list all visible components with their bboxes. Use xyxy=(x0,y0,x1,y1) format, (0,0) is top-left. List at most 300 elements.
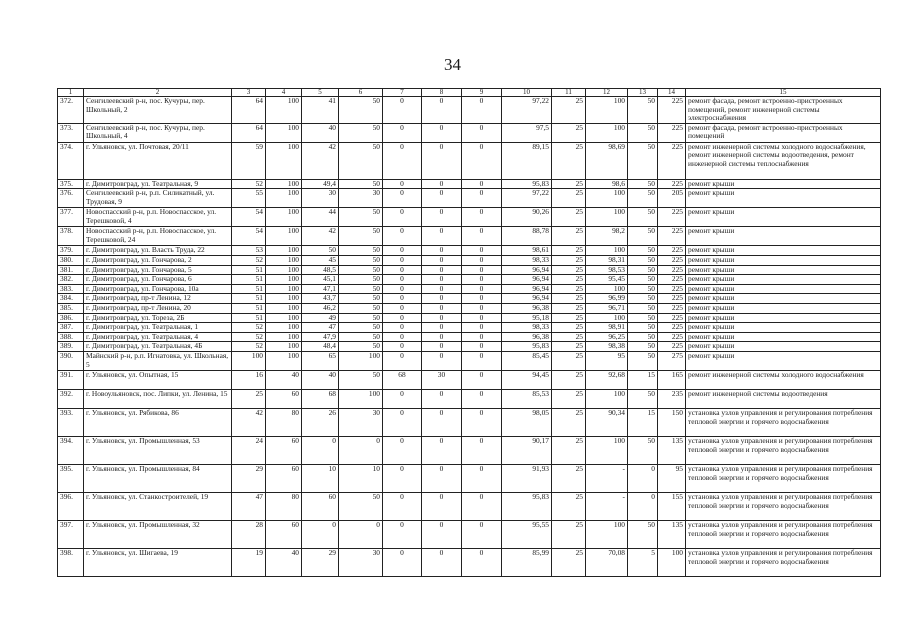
table-cell: 0 xyxy=(422,464,462,492)
table-cell: 0 xyxy=(383,246,422,256)
table-cell: 29 xyxy=(232,464,266,492)
table-cell: 90,34 xyxy=(586,408,628,436)
data-table xyxy=(57,88,881,577)
work-description-cell: ремонт крыши xyxy=(686,265,881,275)
column-header: 14 xyxy=(658,89,686,97)
table-cell: 0 xyxy=(422,436,462,464)
table-cell: 100 xyxy=(586,436,628,464)
row-number-cell: 384. xyxy=(58,294,84,304)
table-cell: 100 xyxy=(586,246,628,256)
table-cell: 275 xyxy=(658,351,686,370)
table-cell: 100 xyxy=(586,97,628,124)
table-cell: 225 xyxy=(658,332,686,342)
work-description-cell: ремонт инженерной системы холодного водоснабжения, ремонт инженерной системы водоотведения, ремонт инженерной системы теплоснабжения xyxy=(686,142,881,179)
table-cell: 0 xyxy=(383,275,422,285)
table-cell: 95,55 xyxy=(502,520,552,548)
table-cell: 95 xyxy=(658,464,686,492)
table-cell: 0 xyxy=(422,342,462,352)
table-cell: 25 xyxy=(552,265,586,275)
table-cell: 25 xyxy=(552,123,586,142)
table-cell: 0 xyxy=(383,408,422,436)
table-cell: 25 xyxy=(552,246,586,256)
table-cell: 0 xyxy=(462,408,502,436)
table-cell: 48,5 xyxy=(302,265,339,275)
table-cell: 25 xyxy=(552,189,586,208)
table-cell: 15 xyxy=(628,370,658,389)
address-cell: г. Димитровград, ул. Власть Труда, 22 xyxy=(84,246,232,256)
table-cell: 0 xyxy=(462,208,502,227)
table-cell: 50 xyxy=(339,275,383,285)
table-cell: 97,22 xyxy=(502,189,552,208)
table-cell: 100 xyxy=(586,284,628,294)
table-row xyxy=(58,179,881,189)
table-cell: 100 xyxy=(266,342,302,352)
row-number-cell: 380. xyxy=(58,255,84,265)
table-cell: 98,61 xyxy=(502,246,552,256)
table-cell: 100 xyxy=(266,227,302,246)
address-cell: Майнский р-н, р.п. Игнатовка, ул. Школьная, 5 xyxy=(84,351,232,370)
table-cell: 0 xyxy=(462,294,502,304)
work-description-cell: ремонт крыши xyxy=(686,246,881,256)
table-cell: 45 xyxy=(302,255,339,265)
table-cell: 100 xyxy=(266,303,302,313)
work-description-cell: ремонт крыши xyxy=(686,332,881,342)
table-cell: 50 xyxy=(339,294,383,304)
address-cell: Сенгилеевский р-н, пос. Кучуры, пер. Школьный, 4 xyxy=(84,123,232,142)
table-cell: 25 xyxy=(552,313,586,323)
table-cell: 0 xyxy=(462,332,502,342)
table-cell: 98,53 xyxy=(586,265,628,275)
table-cell: 0 xyxy=(383,142,422,179)
address-cell: г. Димитровград, ул. Гончарова, 6 xyxy=(84,275,232,285)
table-cell: 50 xyxy=(628,436,658,464)
table-cell: 25 xyxy=(552,342,586,352)
table-cell: 96,94 xyxy=(502,275,552,285)
table-cell: 225 xyxy=(658,179,686,189)
table-cell: 95 xyxy=(586,351,628,370)
table-cell: 0 xyxy=(422,246,462,256)
table-row xyxy=(58,370,881,389)
table-cell: 0 xyxy=(422,227,462,246)
table-cell: 95,45 xyxy=(586,275,628,285)
table-row xyxy=(58,265,881,275)
table-cell: 98,2 xyxy=(586,227,628,246)
work-description-cell: установка узлов управления и регулирования потребления тепловой энергии и горячего водоснабжения xyxy=(686,492,881,520)
table-cell: 25 xyxy=(552,520,586,548)
table-cell: 49,4 xyxy=(302,179,339,189)
table-cell: 88,78 xyxy=(502,227,552,246)
address-cell: г. Ульяновск, ул. Шигаева, 19 xyxy=(84,548,232,576)
row-number-cell: 387. xyxy=(58,323,84,333)
table-cell: 96,38 xyxy=(502,303,552,313)
work-description-cell: ремонт крыши xyxy=(686,351,881,370)
table-cell: 100 xyxy=(266,313,302,323)
column-header: 12 xyxy=(586,89,628,97)
table-cell: 50 xyxy=(339,323,383,333)
table-cell: 225 xyxy=(658,246,686,256)
column-header: 6 xyxy=(339,89,383,97)
table-cell: 98,6 xyxy=(586,179,628,189)
table-cell: 91,93 xyxy=(502,464,552,492)
table-cell: 95,83 xyxy=(502,492,552,520)
table-cell: 225 xyxy=(658,323,686,333)
table-cell: 0 xyxy=(462,246,502,256)
table-cell: 0 xyxy=(422,389,462,408)
table-cell: 25 xyxy=(552,389,586,408)
table-row xyxy=(58,246,881,256)
table-cell: 0 xyxy=(383,492,422,520)
table-cell: 52 xyxy=(232,323,266,333)
work-description-cell: ремонт инженерной системы холодного водоснабжения xyxy=(686,370,881,389)
table-cell: 60 xyxy=(266,464,302,492)
table-cell: 95,83 xyxy=(502,342,552,352)
table-cell: 0 xyxy=(422,265,462,275)
row-number-cell: 373. xyxy=(58,123,84,142)
table-cell: 0 xyxy=(628,492,658,520)
table-cell: 225 xyxy=(658,313,686,323)
table-cell: 95,83 xyxy=(502,179,552,189)
table-cell: 225 xyxy=(658,255,686,265)
table-cell: 49 xyxy=(302,313,339,323)
table-cell: 0 xyxy=(422,123,462,142)
work-description-cell: ремонт инженерной системы водоотведения xyxy=(686,389,881,408)
column-header: 7 xyxy=(383,89,422,97)
table-row xyxy=(58,464,881,492)
table-cell: 50 xyxy=(628,342,658,352)
table-cell: - xyxy=(586,492,628,520)
table-cell: 100 xyxy=(266,255,302,265)
work-description-cell: ремонт фасада, ремонт встроенно-пристроенных помещений xyxy=(686,123,881,142)
row-number-cell: 386. xyxy=(58,313,84,323)
table-cell: 25 xyxy=(552,227,586,246)
table-cell: 50 xyxy=(628,179,658,189)
table-cell: 54 xyxy=(232,208,266,227)
table-cell: 0 xyxy=(383,189,422,208)
table-cell: 0 xyxy=(422,303,462,313)
table-cell: 25 xyxy=(552,284,586,294)
table-cell: 50 xyxy=(339,492,383,520)
table-cell: 25 xyxy=(552,323,586,333)
table-cell: 100 xyxy=(266,208,302,227)
table-cell: 0 xyxy=(462,303,502,313)
table-cell: 0 xyxy=(462,265,502,275)
work-description-cell: ремонт крыши xyxy=(686,179,881,189)
table-cell: 205 xyxy=(658,189,686,208)
table-cell: 40 xyxy=(302,123,339,142)
table-cell: 50 xyxy=(302,246,339,256)
table-cell: 100 xyxy=(658,548,686,576)
table-row xyxy=(58,520,881,548)
table-cell: 40 xyxy=(266,548,302,576)
table-cell: 51 xyxy=(232,284,266,294)
address-cell: г. Димитровград, ул. Театральная, 4Б xyxy=(84,342,232,352)
column-header: 4 xyxy=(266,89,302,97)
row-number-cell: 378. xyxy=(58,227,84,246)
table-cell: 50 xyxy=(628,246,658,256)
table-cell: 225 xyxy=(658,227,686,246)
table-cell: 97,22 xyxy=(502,97,552,124)
table-cell: 98,05 xyxy=(502,408,552,436)
address-cell: г. Димитровград, ул. Гончарова, 10а xyxy=(84,284,232,294)
table-cell: 0 xyxy=(422,255,462,265)
table-cell: 100 xyxy=(266,275,302,285)
table-cell: 0 xyxy=(462,370,502,389)
address-cell: г. Димитровград, ул. Театральная, 9 xyxy=(84,179,232,189)
table-cell: 0 xyxy=(302,520,339,548)
table-cell: 0 xyxy=(383,255,422,265)
table-cell: 50 xyxy=(339,284,383,294)
table-cell: 96,99 xyxy=(586,294,628,304)
row-number-cell: 393. xyxy=(58,408,84,436)
work-description-cell: ремонт крыши xyxy=(686,189,881,208)
table-cell: 25 xyxy=(552,275,586,285)
table-cell: 25 xyxy=(552,436,586,464)
table-cell: 94,45 xyxy=(502,370,552,389)
table-cell: 100 xyxy=(586,520,628,548)
table-cell: 100 xyxy=(266,246,302,256)
table-cell: 0 xyxy=(462,227,502,246)
table-cell: 70,08 xyxy=(586,548,628,576)
work-description-cell: ремонт фасада, ремонт встроенно-пристроенных помещений, ремонт инженерной системы электроснабжения xyxy=(686,97,881,124)
table-cell: 96,25 xyxy=(586,332,628,342)
table-cell: 0 xyxy=(462,123,502,142)
table-cell: 85,53 xyxy=(502,389,552,408)
table-cell: 25 xyxy=(552,370,586,389)
table-cell: 10 xyxy=(339,464,383,492)
table-cell: 100 xyxy=(339,389,383,408)
table-cell: 24 xyxy=(232,436,266,464)
table-cell: 0 xyxy=(383,436,422,464)
table-cell: 59 xyxy=(232,142,266,179)
table-cell: 30 xyxy=(339,189,383,208)
table-cell: 96,94 xyxy=(502,265,552,275)
address-cell: г. Новоульяновск, пос. Липки, ул. Ленина, 15 xyxy=(84,389,232,408)
table-cell: 19 xyxy=(232,548,266,576)
table-cell: 100 xyxy=(266,123,302,142)
row-number-cell: 377. xyxy=(58,208,84,227)
table-cell: 50 xyxy=(628,520,658,548)
work-description-cell: установка узлов управления и регулирования потребления тепловой энергии и горячего водоснабжения xyxy=(686,548,881,576)
column-header: 15 xyxy=(686,89,881,97)
table-cell: 0 xyxy=(422,208,462,227)
table-cell: 50 xyxy=(339,370,383,389)
table-cell: 50 xyxy=(628,389,658,408)
table-cell: 55 xyxy=(232,189,266,208)
row-number-cell: 388. xyxy=(58,332,84,342)
table-cell: 50 xyxy=(628,313,658,323)
table-cell: 0 xyxy=(383,313,422,323)
table-cell: 100 xyxy=(339,351,383,370)
table-cell: 25 xyxy=(552,294,586,304)
row-number-cell: 396. xyxy=(58,492,84,520)
table-cell: 30 xyxy=(302,189,339,208)
table-cell: 52 xyxy=(232,179,266,189)
table-header-row xyxy=(58,89,881,97)
table-cell: 25 xyxy=(552,548,586,576)
address-cell: г. Димитровград, ул. Тореза, 2Б xyxy=(84,313,232,323)
row-number-cell: 375. xyxy=(58,179,84,189)
table-cell: 25 xyxy=(552,464,586,492)
table-cell: 0 xyxy=(422,492,462,520)
table-cell: 50 xyxy=(628,332,658,342)
row-number-cell: 392. xyxy=(58,389,84,408)
table-cell: 98,33 xyxy=(502,255,552,265)
table-row xyxy=(58,189,881,208)
table-cell: 64 xyxy=(232,123,266,142)
table-cell: 100 xyxy=(586,389,628,408)
table-cell: 25 xyxy=(552,97,586,124)
table-row xyxy=(58,227,881,246)
table-cell: 10 xyxy=(302,464,339,492)
table-row xyxy=(58,123,881,142)
work-description-cell: ремонт крыши xyxy=(686,284,881,294)
work-description-cell: ремонт крыши xyxy=(686,255,881,265)
table-cell: 0 xyxy=(422,313,462,323)
table-cell: 0 xyxy=(383,303,422,313)
table-cell: 25 xyxy=(552,492,586,520)
table-cell: 0 xyxy=(422,408,462,436)
row-number-cell: 385. xyxy=(58,303,84,313)
table-cell: 96,38 xyxy=(502,332,552,342)
work-description-cell: ремонт крыши xyxy=(686,303,881,313)
page-number: 34 xyxy=(444,55,461,74)
table-row xyxy=(58,208,881,227)
table-cell: 85,45 xyxy=(502,351,552,370)
table-cell: 25 xyxy=(552,408,586,436)
table-cell: 0 xyxy=(383,123,422,142)
table-cell: - xyxy=(586,464,628,492)
table-cell: 68 xyxy=(302,389,339,408)
table-cell: 0 xyxy=(422,548,462,576)
table-cell: 0 xyxy=(383,97,422,124)
table-cell: 89,15 xyxy=(502,142,552,179)
table-cell: 51 xyxy=(232,294,266,304)
table-cell: 50 xyxy=(339,227,383,246)
table-cell: 25 xyxy=(232,389,266,408)
table-cell: 50 xyxy=(628,227,658,246)
table-cell: 0 xyxy=(462,548,502,576)
work-description-cell: установка узлов управления и регулирования потребления тепловой энергии и горячего водоснабжения xyxy=(686,436,881,464)
row-number-cell: 379. xyxy=(58,246,84,256)
table-cell: 225 xyxy=(658,275,686,285)
table-cell: 98,69 xyxy=(586,142,628,179)
table-body xyxy=(58,97,881,577)
table-cell: 60 xyxy=(266,436,302,464)
table-cell: 100 xyxy=(266,142,302,179)
column-header: 5 xyxy=(302,89,339,97)
table-cell: 100 xyxy=(586,189,628,208)
table-cell: 225 xyxy=(658,142,686,179)
table-cell: 50 xyxy=(339,265,383,275)
table-cell: 0 xyxy=(462,142,502,179)
table-cell: 0 xyxy=(462,313,502,323)
table-cell: 50 xyxy=(628,303,658,313)
address-cell: г. Димитровград, ул. Театральная, 4 xyxy=(84,332,232,342)
table-cell: 25 xyxy=(552,208,586,227)
table-cell: 100 xyxy=(266,351,302,370)
table-cell: 0 xyxy=(383,265,422,275)
table-cell: 225 xyxy=(658,97,686,124)
table-cell: 225 xyxy=(658,294,686,304)
table-cell: 0 xyxy=(422,142,462,179)
address-cell: Новоспасский р-н, р.п. Новоспасское, ул. Терешковой, 4 xyxy=(84,208,232,227)
table-cell: 100 xyxy=(266,265,302,275)
table-cell: 25 xyxy=(552,332,586,342)
table-cell: 0 xyxy=(383,342,422,352)
table-row xyxy=(58,275,881,285)
table-row xyxy=(58,548,881,576)
table-row xyxy=(58,97,881,124)
table-cell: 135 xyxy=(658,436,686,464)
row-number-cell: 374. xyxy=(58,142,84,179)
table-cell: 25 xyxy=(552,142,586,179)
table-cell: 98,33 xyxy=(502,323,552,333)
address-cell: г. Ульяновск, ул. Рябикова, 86 xyxy=(84,408,232,436)
table-cell: 50 xyxy=(628,265,658,275)
table-cell: 51 xyxy=(232,313,266,323)
table-cell: 0 xyxy=(462,275,502,285)
table-cell: 0 xyxy=(383,464,422,492)
table-row xyxy=(58,492,881,520)
table-cell: 42 xyxy=(232,408,266,436)
address-cell: г. Димитровград, ул. Гончарова, 2 xyxy=(84,255,232,265)
table-cell: 25 xyxy=(552,179,586,189)
table-cell: 64 xyxy=(232,97,266,124)
table-cell: 30 xyxy=(339,548,383,576)
table-cell: 50 xyxy=(628,255,658,265)
table-cell: 96,94 xyxy=(502,294,552,304)
table-cell: 225 xyxy=(658,303,686,313)
table-cell: 60 xyxy=(302,492,339,520)
table-cell: 50 xyxy=(339,255,383,265)
table-cell: 50 xyxy=(339,123,383,142)
table-cell: 26 xyxy=(302,408,339,436)
row-number-cell: 395. xyxy=(58,464,84,492)
table-cell: 0 xyxy=(462,520,502,548)
table-cell: 25 xyxy=(552,351,586,370)
table-cell: 54 xyxy=(232,227,266,246)
table-cell: 0 xyxy=(422,520,462,548)
table-cell: 50 xyxy=(339,342,383,352)
table-cell: 51 xyxy=(232,265,266,275)
table-cell: 60 xyxy=(266,389,302,408)
table-cell: 47 xyxy=(302,323,339,333)
table-row xyxy=(58,142,881,179)
table-cell: 51 xyxy=(232,275,266,285)
address-cell: г. Димитровград, ул. Театральная, 1 xyxy=(84,323,232,333)
table-cell: 42 xyxy=(302,142,339,179)
work-description-cell: ремонт крыши xyxy=(686,323,881,333)
address-cell: г. Димитровград, ул. Гончарова, 5 xyxy=(84,265,232,275)
table-cell: 225 xyxy=(658,208,686,227)
table-cell: 16 xyxy=(232,370,266,389)
table-cell: 50 xyxy=(628,323,658,333)
row-number-cell: 382. xyxy=(58,275,84,285)
table-cell: 96,71 xyxy=(586,303,628,313)
table-cell: 0 xyxy=(383,208,422,227)
table-cell: 100 xyxy=(266,189,302,208)
column-header: 8 xyxy=(422,89,462,97)
table-cell: 50 xyxy=(628,208,658,227)
table-row xyxy=(58,342,881,352)
address-cell: г. Ульяновск, ул. Промышленная, 84 xyxy=(84,464,232,492)
work-description-cell: установка узлов управления и регулирования потребления тепловой энергии и горячего водоснабжения xyxy=(686,464,881,492)
address-cell: г. Ульяновск, ул. Промышленная, 32 xyxy=(84,520,232,548)
table-cell: 50 xyxy=(628,189,658,208)
table-cell: 0 xyxy=(462,255,502,265)
row-number-cell: 390. xyxy=(58,351,84,370)
table-cell: 100 xyxy=(266,323,302,333)
